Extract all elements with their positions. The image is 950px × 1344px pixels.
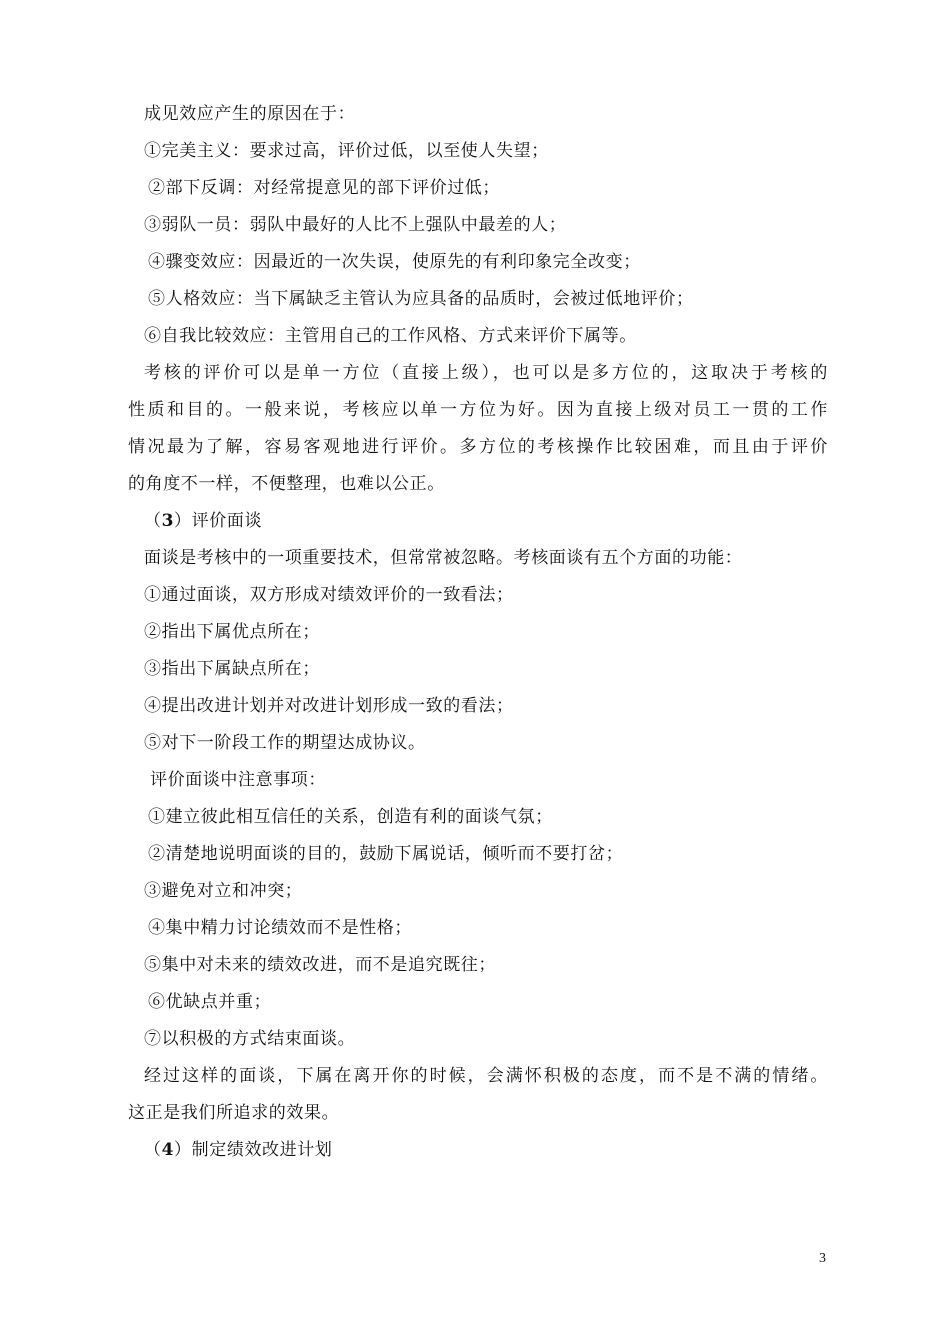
text-line: ④提出改进计划并对改进计划形成一致的看法； [144, 696, 514, 716]
text-line: 评价面谈中注意事项： [150, 770, 326, 790]
text-line [128, 503, 828, 540]
text-line: 性质和目的。一般来说，考核应以单一方位为好。因为直接上级对员工一贯的工作 [128, 400, 828, 420]
text-line: 这正是我们所追求的效果。 [128, 1103, 340, 1123]
text-line: ④骤变效应：因最近的一次失误，使原先的有利印象完全改变； [148, 252, 641, 272]
text-line [128, 1132, 828, 1169]
text-line: ⑤集中对未来的绩效改进，而不是追究既往； [144, 955, 496, 975]
text-line: ⑤人格效应：当下属缺乏主管认为应具备的品质时，会被过低地评价； [148, 289, 694, 309]
text-line: ⑤对下一阶段工作的期望达成协议。 [144, 733, 426, 753]
text-line: ③避免对立和冲突； [144, 881, 303, 901]
text-line: ①建立彼此相互信任的关系，创造有利的面谈气氛； [148, 807, 553, 827]
text-line: ①通过面谈，双方形成对绩效评价的一致看法； [144, 585, 514, 605]
text-line: ③指出下属缺点所在； [144, 659, 320, 679]
text-line: ⑦以积极的方式结束面谈。 [144, 1029, 356, 1049]
text-line: ⑥自我比较效应：主管用自己的工作风格、方式来评价下属等。 [144, 326, 637, 346]
text-line: 的角度不一样，不便整理，也难以公正。 [128, 474, 445, 494]
heading-number: 4 [161, 1140, 175, 1160]
text-line: 面谈是考核中的一项重要技术，但常常被忽略。考核面谈有五个方面的功能： [144, 548, 743, 568]
text-line: ②指出下属优点所在； [144, 622, 320, 642]
heading-number: 3 [161, 511, 175, 531]
text-line: ④集中精力讨论绩效而不是性格； [148, 918, 412, 938]
text-line: 成见效应产生的原因在于： [144, 104, 356, 124]
heading-text: ）评价面谈 [174, 511, 263, 531]
text-line: ①完美主义：要求过高，评价过低，以至使人失望； [144, 141, 549, 161]
text-line: ③弱队一员：弱队中最好的人比不上强队中最差的人； [144, 215, 567, 235]
text-line: 考核的评价可以是单一方位（直接上级），也可以是多方位的，这取决于考核的 [144, 363, 828, 383]
page-number: 3 [819, 1251, 826, 1266]
text-line: ②清楚地说明面谈的目的，鼓励下属说话，倾听而不要打岔； [148, 844, 624, 864]
heading-prefix: （ [144, 1140, 162, 1160]
text-line: 经过这样的面谈，下属在离开你的时候，会满怀积极的态度，而不是不满的情绪。 [144, 1066, 828, 1086]
text-line: 情况最为了解，容易客观地进行评价。多方位的考核操作比较困难，而且由于评价 [128, 437, 828, 457]
heading-prefix: （ [144, 511, 162, 531]
text-line: ②部下反调：对经常提意见的部下评价过低； [148, 178, 500, 198]
text-line: ⑥优缺点并重； [148, 992, 272, 1012]
body-text [128, 96, 828, 1169]
heading-text: ）制定绩效改进计划 [174, 1140, 333, 1160]
